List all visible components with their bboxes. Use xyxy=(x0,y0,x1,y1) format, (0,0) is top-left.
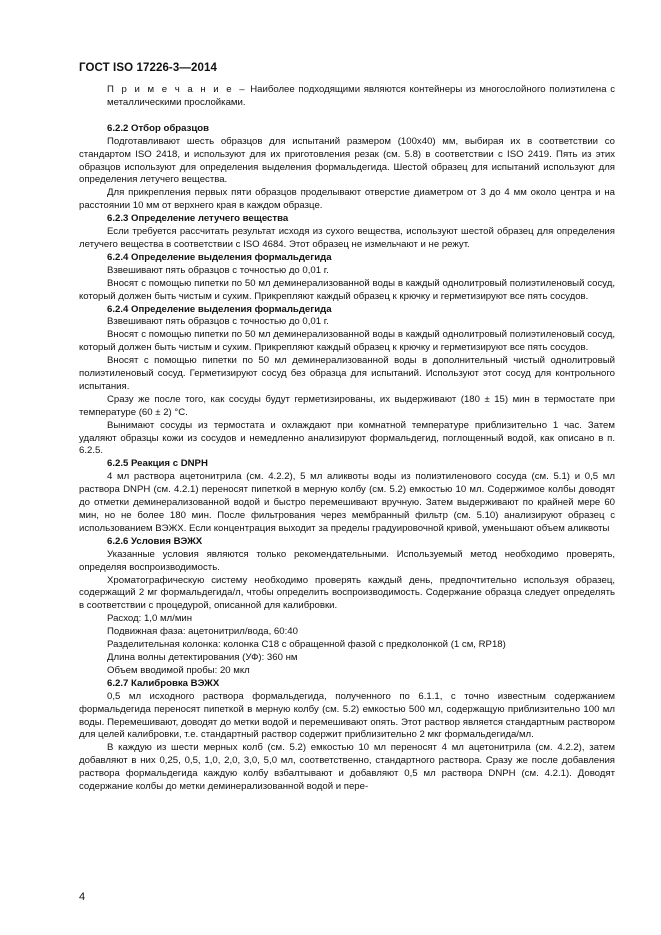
parameter-line: Длина волны детектирования (УФ): 360 нм xyxy=(107,651,298,663)
page-number: 4 xyxy=(79,891,86,903)
body-paragraph: Подготавливают шесть образцов для испытаний размером (100х40) мм, выбирая их в соответствии со стандартом ISO 2418, и используют для их приготовления резак (см. 5.8) в соответствии с ISO 2419. Пять из этих образцов используют для определения выделения формальдегида. Шестой образец для испытаний используют для определения летучего вещества. xyxy=(79,135,615,186)
body-paragraph: Если требуется рассчитать результат исходя из сухого вещества, используют шестой образец для определения летучего вещества в соответствии с ISO 4684. Этот образец не измельчают и не режут. xyxy=(79,226,615,250)
section-heading: 6.2.4 Определение выделения формальдегида xyxy=(107,251,332,263)
section-heading: 6.2.3 Определение летучего вещества xyxy=(107,213,289,225)
body-paragraph: Вносят с помощью пипетки по 50 мл деминерализованной воды в дополнительный чистый однолитровый полиэтиленовый сосуд. Герметизируют сосуд без образца для испытаний. Используют этот сосуд для контрольного испытания. xyxy=(79,355,615,392)
body-paragraph: Указанные условия являются только рекомендательными. Используемый метод необходимо проверять, определяя воспроизводимость. xyxy=(79,548,615,573)
body-paragraph: Вносят с помощью пипетки по 50 мл деминерализованной воды в каждый однолитровый полиэтиленовый сосуд, который должен быть чистым и сухим. Прикрепляют каждый образец к крючку и герметизируют все пять сосудов. xyxy=(79,329,615,354)
section-heading: 6.2.2 Отбор образцов xyxy=(107,122,209,134)
body-paragraph: В каждую из шести мерных колб (см. 5.2) емкостью 10 мл переносят 4 мл ацетонитрила (см. 4.2.2), затем добавляют в них 0,25, 0,5, 1,0, 2,0, 3,0, 5,0 мл, соответственно, стандартного раствора. Сразу же после добавления раствора формальдегида каждую колбу взбалтывают и добавляют 0,5 мл раствора DNPH (см. 4.2.1). Доводят содержание колбы до метки деминерализованной водой и пере- xyxy=(79,742,615,793)
parameter-line: Расход: 1,0 мл/мин xyxy=(107,613,193,625)
section-heading: 6.2.7 Калибровка ВЭЖХ xyxy=(107,677,220,689)
body-paragraph: Вынимают сосуды из термостата и охлаждают при комнатной температуре приблизительно 1 час. Затем удаляют образцы кожи из сосудов и немедленно анализируют формальдегид, поглощенный водой, как описано в п. 6.2.5. xyxy=(79,419,615,457)
section-heading: 6.2.5 Реакция с DNPH xyxy=(107,458,208,470)
body-paragraph: Вносят с помощью пипетки по 50 мл деминерализованной воды в каждый однолитровый полиэтиленовый сосуд, который должен быть чистым и сухим. Прикрепляют каждый образец к крючку и герметизируют все пять сосудов. xyxy=(79,277,615,302)
body-paragraph: 0,5 мл исходного раствора формальдегида, полученного по 6.1.1, с точно известным содержанием формальдегида переносят пипеткой в мерную колбу (см. 5.2) емкостью 500 мл, содержащую приблизительно 100 мл воды. Перемешивают, доводят до метки водой и перемешивают опять. Этот раствор является стандартным раствором для целей калибровки, т.е. стандартный раствор содержит приблизительно 2 мкг формальдегида/мл. xyxy=(79,690,615,741)
body-paragraph: 4 мл раствора ацетонитрила (см. 4.2.2), 5 мл аликвоты воды из полиэтиленового сосуда (см. 5.1) и 0,5 мл раствора DNPH (см. 4.2.1) переносят пипеткой в мерную колбу (см. 5.2) емкостью 10 мл. Содержимое колбы доводят до отметки деминерализованной водой и быстро перемешивают вручную. Затем выдерживают по крайней мере 60 мин, но не более 180 мин. После фильтрования через мембранный фильтр (см. 5.10) анализируют образец с использованием ВЭЖХ. Если концентрация выходит за пределы градуировочной кривой, уменьшают объем аликвоты xyxy=(79,471,615,534)
body-paragraph: Сразу же после того, как сосуды будут герметизированы, их выдерживают (180 ± 15) мин в термостате при температуре (60 ± 2) °С. xyxy=(79,393,615,418)
document-header: ГОСТ ISO 17226-3—2014 xyxy=(79,62,217,74)
section-heading: 6.2.6 Условия ВЭЖХ xyxy=(107,535,203,547)
parameter-line: Подвижная фаза: ацетонитрил/вода, 60:40 xyxy=(107,626,298,638)
parameter-line: Объем вводимой пробы: 20 мкл xyxy=(107,664,250,676)
section-heading: 6.2.4 Определение выделения формальдегида xyxy=(107,303,332,315)
body-paragraph: Для прикрепления первых пяти образцов проделывают отверстие диаметром от 3 до 4 мм около центра и на расстоянии 10 мм от верхнего края в каждом образце. xyxy=(79,187,615,212)
note-text: Наиболее подходящими являются контейнеры из многослойного полиэтилена с металлическими прослойками. xyxy=(107,84,615,108)
note-paragraph xyxy=(107,84,615,110)
body-paragraph: Взвешивают пять образцов с точностью до 0,01 г. xyxy=(107,264,329,276)
body-paragraph: Взвешивают пять образцов с точностью до 0,01 г. xyxy=(107,316,329,328)
parameter-line: Разделительная колонка: колонка С18 с обращенной фазой с предколонкой (1 см, RP18) xyxy=(107,639,506,651)
sections-container xyxy=(79,123,615,794)
note-label: П р и м е ч а н и е – xyxy=(107,84,247,95)
body-paragraph: Хроматографическую систему необходимо проверять каждый день, предпочтительно используя образец, содержащий 2 мг формальдегида/л, чтобы определить воспроизводимость. Содержание образца следует определять в соответствии с процедурой, описанной для калибровки. xyxy=(79,574,615,612)
page-body xyxy=(79,84,615,794)
